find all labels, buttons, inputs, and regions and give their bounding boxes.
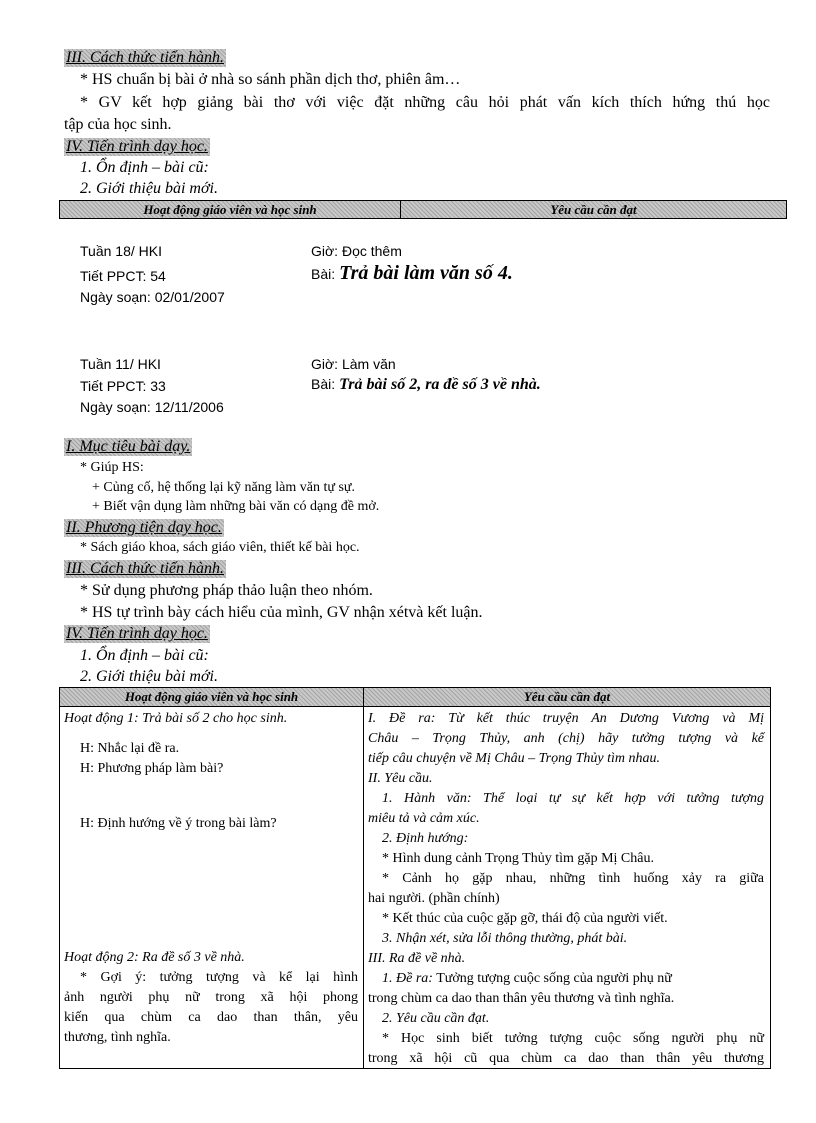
req-line: * Hình dung cảnh Trọng Thủy tìm gặp Mị Châu. <box>382 851 654 866</box>
bullet-line-cont: tập của học sinh. <box>64 116 172 133</box>
req-line: I. Đề ra: Từ kết thúc truyện An Dương Vương và Mị <box>368 711 764 726</box>
req-line: * Học sinh biết tưởng tượng cuộc sống người phụ nữ <box>382 1031 764 1046</box>
hint-line: thương, tình nghĩa. <box>64 1030 171 1045</box>
req-line: hai người. (phần chính) <box>368 891 500 906</box>
hint-line: * Gợi ý: tưởng tượng và kể lại hình <box>80 970 358 985</box>
req-line: 3. Nhận xét, sửa lỗi thông thường, phát bài. <box>382 931 628 946</box>
date-label: Ngày soạn: 12/11/2006 <box>80 399 224 415</box>
method-line: * Sử dụng phương pháp thảo luận theo nhóm. <box>80 582 373 599</box>
lesson-label: Bài: <box>311 266 336 282</box>
req-line: trong chùm ca dao than thân yêu thương và tình nghĩa. <box>368 991 675 1006</box>
date-label: Ngày soạn: 02/01/2007 <box>80 289 225 305</box>
hour-label: Giờ: Đọc thêm <box>311 243 402 259</box>
section-heading-1: I. Mục tiêu bài dạy. <box>66 438 191 455</box>
left-column-activity-2 <box>64 948 358 1048</box>
req-line: II. Yêu cầu. <box>368 771 433 786</box>
table-header-col2: Yêu cầu cần đạt <box>550 201 637 217</box>
subsection: 2. Giới thiệu bài mới. <box>80 668 218 685</box>
lesson-activity-table <box>59 687 771 1069</box>
lesson-label: Bài: <box>311 376 336 392</box>
lesson-title-row <box>311 262 513 285</box>
objective-line: + Biết vận dụng làm những bài văn có dạng đề mở. <box>92 499 380 514</box>
section-heading-4: IV. Tiến trình dạy học. <box>66 625 208 642</box>
question: H: Nhắc lại đề ra. <box>80 741 180 756</box>
table-header-col1: Hoạt động giáo viên và học sinh <box>60 688 363 706</box>
period-label: Tiết PPCT: 33 <box>80 378 166 394</box>
req-line: * Cảnh họ gặp nhau, những tình huống xảy ra giữa <box>382 871 764 886</box>
bullet-line: * GV kết hợp giảng bài thơ với việc đặt những câu hỏi phát vấn kích thích hứng thú học <box>80 94 770 111</box>
req-line: trong xã hội cũ qua chùm ca dao than thân yêu thương <box>368 1051 764 1066</box>
section-heading-3: III. Cách thức tiến hành. <box>66 560 225 577</box>
req-label: 1. Đề ra: <box>382 971 433 986</box>
req-line: tiếp câu chuyện về Mị Châu – Trọng Thủy tìm nhau. <box>368 751 661 766</box>
left-column <box>64 709 360 834</box>
section-heading-4-top: IV. Tiến trình dạy học. <box>66 138 208 155</box>
hour-label: Giờ: Làm văn <box>311 356 396 372</box>
hint-line: kiến qua chùm ca dao than thân, yêu <box>64 1010 358 1025</box>
period-label: Tiết PPCT: 54 <box>80 268 166 284</box>
lesson-title: Trả bài làm văn số 4. <box>339 262 513 284</box>
section-heading-3-top: III. Cách thức tiến hành. <box>66 49 225 66</box>
table-header-col1: Hoạt động giáo viên và học sinh <box>60 201 401 218</box>
objective-line: * Giúp HS: <box>80 460 144 475</box>
section-heading-2: II. Phương tiện dạy học. <box>66 519 222 536</box>
subsection: 1. Ổn định – bài cũ: <box>80 647 209 664</box>
subsection: 2. Giới thiệu bài mới. <box>80 180 218 197</box>
activity-2: Hoạt động 2: Ra đề số 3 về nhà. <box>64 950 245 965</box>
objective-line: + Củng cố, hệ thống lại kỹ năng làm văn tự sự. <box>92 480 355 495</box>
week-label: Tuần 18/ HKI <box>80 243 162 259</box>
hint-line: ảnh người phụ nữ trong xã hội phong <box>64 990 358 1005</box>
question: H: Phương pháp làm bài? <box>80 761 224 776</box>
activity-1: Hoạt động 1: Trả bài số 2 cho học sinh. <box>64 711 288 726</box>
lesson-title: Trả bài số 2, ra đề số 3 về nhà. <box>339 376 541 393</box>
subsection: 1. Ổn định – bài cũ: <box>80 159 209 176</box>
week-label: Tuần 11/ HKI <box>80 356 161 372</box>
table-header-col2: Yêu cầu cần đạt <box>364 688 770 706</box>
req-line: 2. Định hướng: <box>382 831 469 846</box>
req-line: * Kết thúc của cuộc gặp gỡ, thái độ của người viết. <box>382 911 668 926</box>
materials-line: * Sách giáo khoa, sách giáo viên, thiết kế bài học. <box>80 540 360 555</box>
bullet-line: * HS chuẩn bị bài ở nhà so sánh phần dịch thơ, phiên âm… <box>80 71 461 88</box>
req-line: 2. Yêu cầu cần đạt. <box>382 1011 490 1026</box>
req-line: 1. Hành văn: Thể loại tự sự kết hợp với tưởng tượng <box>382 791 764 806</box>
req-line: Châu – Trọng Thủy, anh (chị) hãy tưởng tượng và kể <box>368 731 764 746</box>
question: H: Định hướng về ý trong bài làm? <box>80 816 277 831</box>
lesson-title-row <box>311 376 541 394</box>
req-text: Tưởng tượng cuộc sống của người phụ nữ <box>436 971 672 986</box>
req-line: miêu tả và cảm xúc. <box>368 811 480 826</box>
req-line: III. Ra đề về nhà. <box>368 951 466 966</box>
req-line <box>368 969 764 989</box>
activity-table-header <box>59 200 787 219</box>
right-column <box>368 709 764 1069</box>
method-line: * HS tự trình bày cách hiểu của mình, GV nhận xétvà kết luận. <box>80 604 483 621</box>
